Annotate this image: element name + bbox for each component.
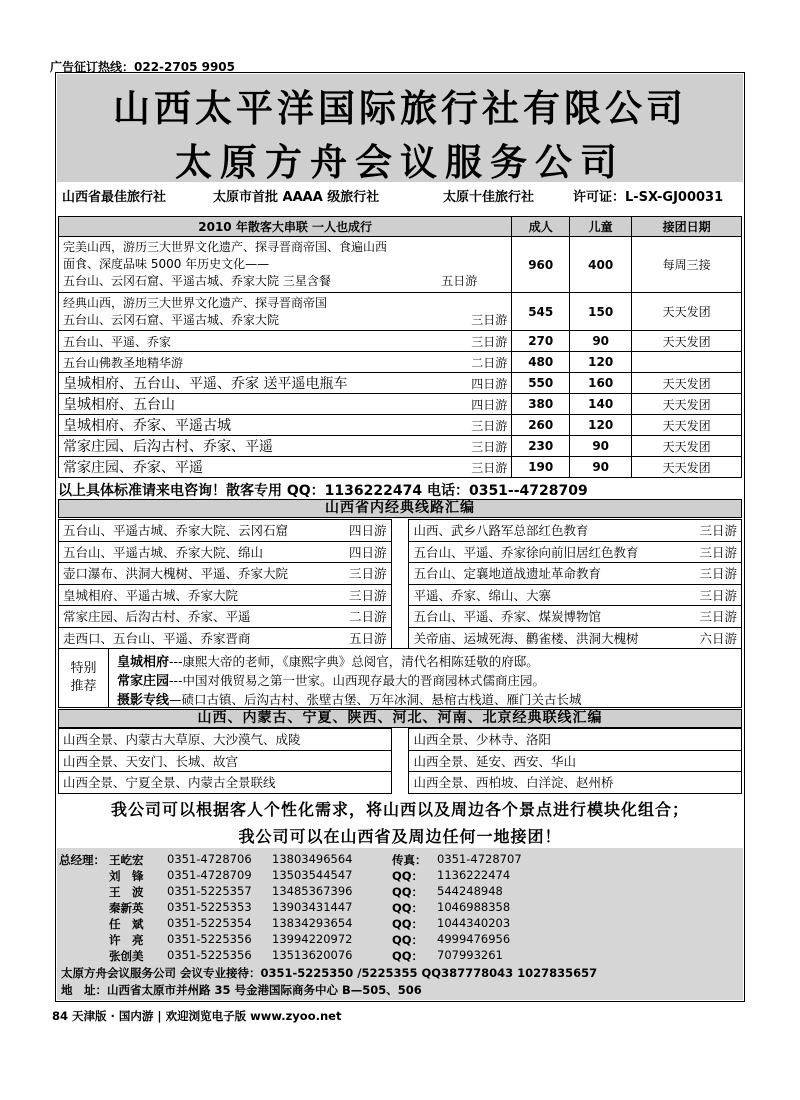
- meeting-service-line: 太原方舟会议服务公司 会议专业接待：0351-5225350 /5225355 QQ387778043 1027835657: [61, 966, 598, 980]
- child-price: 120: [570, 415, 632, 436]
- tour-date: 天天发团: [632, 394, 742, 415]
- tour-date: 天天发团: [632, 331, 742, 352]
- table-row: [59, 541, 742, 563]
- col-adult: 成人: [512, 217, 570, 237]
- adult-price: 960: [512, 237, 570, 293]
- special-item: 常家庄园---中国对俄贸易之第一世家。山西现存最大的晋商园林式儒商庄园。: [117, 673, 546, 689]
- route-left: 壶口瀑布、洪洞大槐树、平遥、乔家大院 三日游: [59, 563, 392, 585]
- route-left: 山西全景、内蒙古大草原、大沙漠气、成陵: [59, 729, 392, 751]
- adult-price: 260: [512, 415, 570, 436]
- table-row: [59, 394, 742, 415]
- table-row: [59, 520, 742, 542]
- route-cell: [59, 436, 512, 457]
- address-line: 地 址：山西省太原市并州路 35 号金港国际商务中心 B—505、506: [61, 983, 422, 997]
- adult-price: 480: [512, 352, 570, 373]
- tour-date: 天天发团: [632, 415, 742, 436]
- route-right: 山西全景、少林寺、洛阳: [409, 729, 742, 751]
- route-left: 五台山、平遥古城、乔家大院、云冈石窟 四日游: [59, 520, 392, 542]
- page-footer: 84 天津版 · 国内游 | 欢迎浏览电子版 www.zyoo.net: [52, 1009, 342, 1023]
- table-row: [59, 606, 742, 628]
- award-1: 山西省最佳旅行社: [62, 190, 167, 205]
- ad-hotline: 广告征订热线：022-2705 9905: [50, 60, 236, 74]
- route-left: 山西全景、天安门、长城、故宫: [59, 750, 392, 772]
- route-desc: 皇城相府、乔家、平遥古城: [63, 418, 231, 434]
- route-cell: [59, 293, 512, 331]
- slogan-2: 我公司可以在山西省及周边任何一地接团！: [238, 827, 562, 846]
- route-desc: 五台山、平遥、乔家: [63, 334, 172, 349]
- route-desc: 皇城相府、五台山: [63, 397, 175, 413]
- regional-routes-header: 山西、内蒙古、宁夏、陕西、河北、河南、北京经典联线汇编: [58, 709, 742, 728]
- child-price: 90: [570, 457, 632, 478]
- route-desc: 皇城相府、五台山、平遥、乔家 送平遥电瓶车: [63, 376, 348, 392]
- route-days: 三日游: [471, 418, 508, 433]
- consult-phone-line: 以上具体标准请来电咨询！散客专用 QQ：1136222474 电话：0351--4728709: [58, 483, 588, 499]
- route-right: 山西全景、延安、西安、华山: [409, 750, 742, 772]
- award-2: 太原市首批 AAAA 级旅行社: [213, 190, 380, 205]
- contact-row: 秦新英 0351-5225353 13903431447 QQ： 1046988358: [109, 900, 511, 915]
- route-desc: 五台山、云冈石窟、平遥古城、乔家大院: [63, 312, 280, 327]
- child-price: 140: [570, 394, 632, 415]
- price-table-header: [59, 217, 742, 237]
- price-table: [58, 216, 742, 478]
- special-item: 摄影专线—碛口古镇、后沟古村、张壁古堡、万年冰洞、悬棺古栈道、雁门关古长城: [117, 692, 582, 708]
- route-left: 五台山、平遥古城、乔家大院、绵山 四日游: [59, 541, 392, 563]
- table-row: [59, 772, 742, 794]
- route-days: 四日游: [471, 397, 508, 412]
- special-recommend: [58, 648, 742, 708]
- award-3: 太原十佳旅行社: [443, 190, 535, 205]
- route-days: 三日游: [471, 460, 508, 475]
- route-days: 二日游: [471, 355, 508, 370]
- adult-price: 545: [512, 293, 570, 331]
- child-price: 90: [570, 436, 632, 457]
- tour-date: 天天发团: [632, 293, 742, 331]
- child-price: 400: [570, 237, 632, 293]
- contact-block: [57, 848, 743, 1000]
- route-right: 五台山、平遥、乔家、煤炭博物馆 三日游: [409, 606, 742, 628]
- route-right: 关帝庙、运城死海、鹳雀楼、洪洞大槐树 六日游: [409, 627, 742, 649]
- route-right: 平遥、乔家、绵山、大寨 三日游: [409, 584, 742, 606]
- route-right: 山西、武乡八路军总部红色教育 三日游: [409, 520, 742, 542]
- route-cell: [59, 237, 512, 293]
- route-cell: [59, 331, 512, 352]
- col-date: 接团日期: [632, 217, 742, 237]
- slogan-1: 我公司可以根据客人个性化需求，将山西以及周边各个景点进行模块化组合；: [110, 800, 689, 819]
- contact-row: 刘 锋 0351-4728709 13503544547 QQ： 1136222474: [109, 868, 511, 883]
- col-route: 2010 年散客大串联 一人也成行: [59, 217, 512, 237]
- route-left: 皇城相府、平遥古城、乔家大院 三日游: [59, 584, 392, 606]
- adult-price: 380: [512, 394, 570, 415]
- route-left: 常家庄园、后沟古村、乔家、平遥 二日游: [59, 606, 392, 628]
- route-days: 三日游: [471, 334, 508, 349]
- table-row: [59, 563, 742, 585]
- route-desc: 五台山、云冈石窟、平遥古城、乔家大院 三星含餐: [63, 274, 331, 288]
- contact-row: 任 斌 0351-5225354 13834293654 QQ： 1044340203: [109, 916, 511, 931]
- special-item: 皇城相府---康熙大帝的老师，《康熙字典》总阅官，清代名相陈廷敬的府邸。: [117, 654, 539, 670]
- classic-routes-table: [58, 519, 742, 649]
- table-row: [59, 237, 742, 293]
- route-right: 山西全景、西柏坡、白洋淀、赵州桥: [409, 772, 742, 794]
- route-right: 五台山、定襄地道战遗址革命教育 三日游: [409, 563, 742, 585]
- company-subtitle: 太原方舟会议服务公司: [175, 141, 625, 184]
- child-price: 120: [570, 352, 632, 373]
- adult-price: 270: [512, 331, 570, 352]
- route-right: 五台山、平遥、乔家徐向前旧居红色教育 三日游: [409, 541, 742, 563]
- tour-date: 每周三接: [632, 237, 742, 293]
- route-desc: 经典山西，游历三大世界文化遗产、探寻晋商帝国: [63, 295, 328, 310]
- route-desc: 常家庄园、后沟古村、乔家、平遥: [63, 439, 273, 455]
- route-cell: [59, 457, 512, 478]
- adult-price: 230: [512, 436, 570, 457]
- table-row: [59, 729, 742, 751]
- contact-row: 张创美 0351-5225356 13513620076 QQ： 707993261: [109, 948, 503, 963]
- tour-date: 天天发团: [632, 436, 742, 457]
- route-desc: 五台山佛教圣地精华游: [63, 355, 184, 370]
- company-title: 山西太平洋国际旅行社有限公司: [113, 87, 687, 130]
- route-cell: [59, 373, 512, 394]
- route-cell: [59, 394, 512, 415]
- contact-row: 王 波 0351-5225357 13485367396 QQ： 544248948: [109, 884, 503, 899]
- tour-date: 天天发团: [632, 457, 742, 478]
- route-days: 三日游: [471, 439, 508, 454]
- route-left: 山西全景、宁夏全景、内蒙古全景联线: [59, 772, 392, 794]
- route-days: 三日游: [471, 312, 508, 327]
- tour-date: 天天发团: [632, 373, 742, 394]
- license-number: 许可证：L-SX-GJ00031: [573, 190, 724, 205]
- contact-row: 许 亮 0351-5225356 13994220972 QQ： 4999476956: [109, 932, 511, 947]
- table-row: [59, 293, 742, 331]
- route-cell: [59, 352, 512, 373]
- child-price: 160: [570, 373, 632, 394]
- table-row: [59, 352, 742, 373]
- table-row: [59, 373, 742, 394]
- child-price: 90: [570, 331, 632, 352]
- child-price: 150: [570, 293, 632, 331]
- tour-date: [632, 352, 742, 373]
- route-desc: 常家庄园、乔家、平遥: [63, 460, 203, 476]
- table-row: [59, 331, 742, 352]
- special-label: 特别 推荐: [59, 649, 109, 707]
- route-left: 走西口、五台山、平遥、乔家晋商 五日游: [59, 627, 392, 649]
- table-row: [59, 584, 742, 606]
- route-desc: 完美山西，游历三大世界文化遗产、探寻晋商帝国、食遍山西: [63, 240, 388, 254]
- adult-price: 550: [512, 373, 570, 394]
- route-desc: 面食、深度品味 5000 年历史文化——: [63, 257, 270, 271]
- table-row: [59, 436, 742, 457]
- route-days: 四日游: [471, 376, 508, 391]
- table-row: [59, 750, 742, 772]
- adult-price: 190: [512, 457, 570, 478]
- contact-row: 总经理： 王屹宏 0351-4728706 13803496564 传真： 0351-4728707: [59, 852, 522, 867]
- regional-routes-table: [58, 728, 742, 794]
- classic-routes-header: 山西省内经典线路汇编: [58, 499, 742, 518]
- col-child: 儿童: [570, 217, 632, 237]
- table-row: [59, 457, 742, 478]
- table-row: [59, 627, 742, 649]
- table-row: [59, 415, 742, 436]
- route-cell: [59, 415, 512, 436]
- route-days: 五日游: [441, 274, 478, 288]
